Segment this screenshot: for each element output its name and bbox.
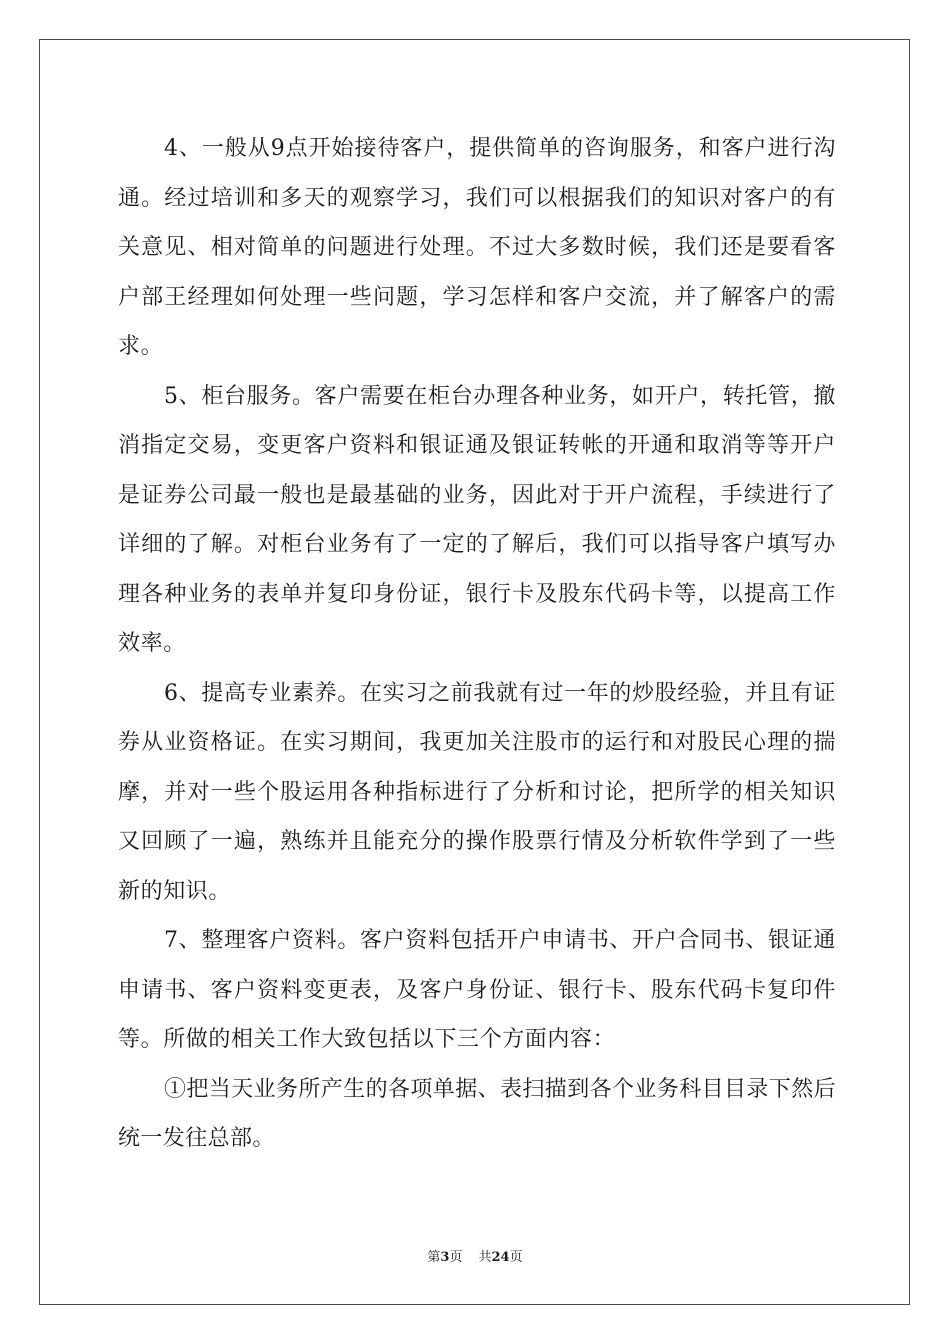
- paragraph-6: 6、提高专业素养。在实习之前我就有过一年的炒股经验，并且有证券从业资格证。在实习期间，我更加关注股市的运行和对股民心理的揣摩，并对一些个股运用各种指标进行了分析和讨论，把所学的相关知识又回顾了一遍，熟练并且能充分的操作股票行情及分析软件学到了一些新的知识。: [118, 680, 836, 904]
- paragraph-item-1: ①把当天业务所产生的各项单据、表扫描到各个业务科目目录下然后统一发往总部。: [118, 1076, 837, 1151]
- page-current: 3: [440, 1250, 450, 1265]
- page-unit: 页: [449, 1250, 463, 1265]
- paragraph-4: 4、一般从9点开始接待客户，提供简单的咨询服务，和客户进行沟通。经过培训和多天的观察学习，我们可以根据我们的知识对客户的有关意见、相对简单的问题进行处理。不过大多数时候，我们还是要看客户部王经理如何处理一些问题，学习怎样和客户交流，并了解客户的需求。: [118, 136, 836, 359]
- page-total: 24: [491, 1250, 510, 1265]
- paragraph-5: 5、柜台服务。客户需要在柜台办理各种业务，如开户，转托管，撤消指定交易，变更客户资料和银证通及银证转帐的开通和取消等等开户是证券公司最一般也是最基础的业务，因此对于开户流程，手续进行了详细的了解。对柜台业务有了一定的了解后，我们可以指导客户填写办理各种业务的表单并复印身份证，银行卡及股东代码卡等，以提高工作效率。: [118, 383, 836, 656]
- page-footer: [0, 1246, 950, 1265]
- paragraph-7: 7、整理客户资料。客户资料包括开户申请书、开户合同书、银证通申请书、客户资料变更表，及客户身份证、银行卡、股东代码卡复印件等。所做的相关工作大致包括以下三个方面内容：: [118, 928, 836, 1052]
- total-prefix: 共: [478, 1250, 492, 1265]
- document-body: [118, 124, 836, 1164]
- total-unit: 页: [509, 1250, 523, 1265]
- page-prefix: 第: [427, 1250, 441, 1265]
